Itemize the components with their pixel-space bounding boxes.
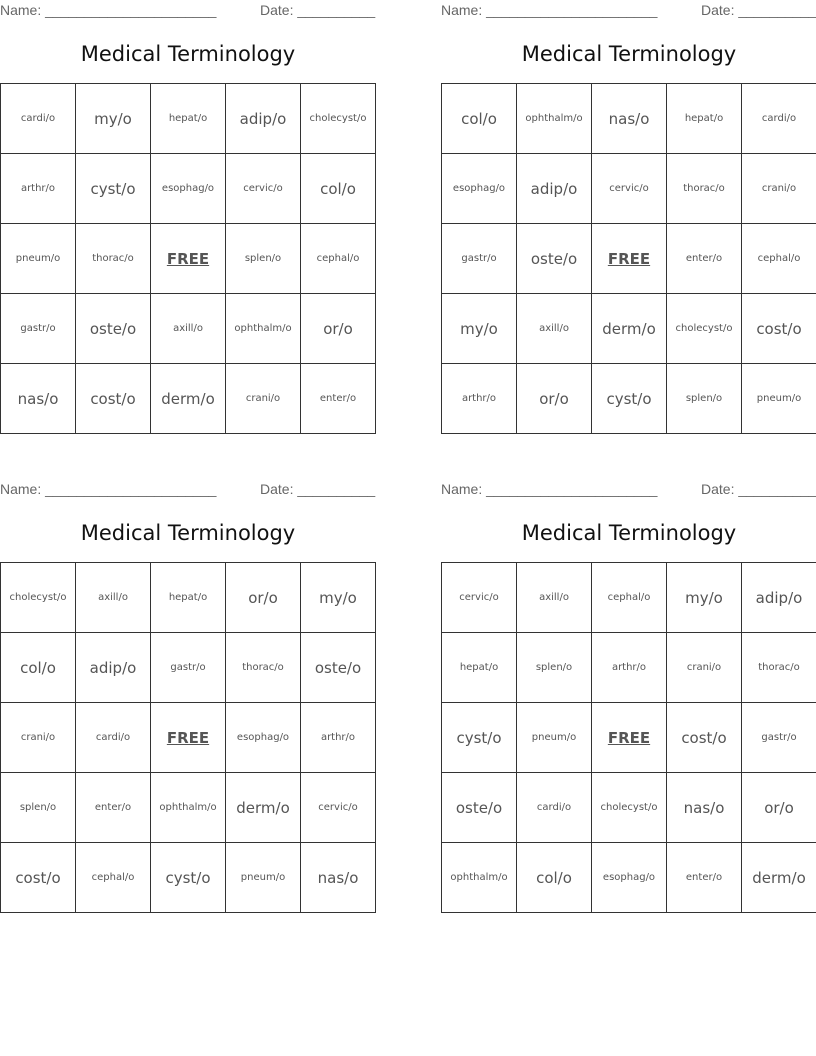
date-field[interactable]: Date: __________ (260, 481, 376, 497)
card-header (441, 0, 816, 22)
grid-cell[interactable]: axill/o (517, 563, 592, 633)
grid-cell[interactable]: cyst/o (592, 364, 667, 434)
grid-cell[interactable]: cost/o (667, 703, 742, 773)
grid-cell[interactable]: enter/o (667, 843, 742, 913)
grid-cell[interactable]: cervic/o (592, 154, 667, 224)
bingo-grid (441, 83, 816, 434)
grid-cell[interactable]: esophag/o (592, 843, 667, 913)
grid-cell[interactable]: gastr/o (442, 224, 517, 294)
grid-cell[interactable]: cephal/o (592, 563, 667, 633)
free-space[interactable]: FREE (151, 224, 226, 294)
grid-row (1, 633, 376, 703)
name-field[interactable]: Name: ______________________ (0, 481, 217, 497)
grid-row (1, 703, 376, 773)
grid-cell[interactable]: ophthalm/o (226, 294, 301, 364)
grid-cell[interactable]: cardi/o (742, 84, 816, 154)
grid-cell[interactable]: cost/o (1, 843, 76, 913)
grid-cell[interactable]: col/o (442, 84, 517, 154)
grid-cell[interactable]: hepat/o (442, 633, 517, 703)
bingo-card (441, 479, 816, 887)
grid-cell[interactable]: thorac/o (76, 224, 151, 294)
grid-cell[interactable]: hepat/o (151, 563, 226, 633)
grid-cell[interactable]: splen/o (667, 364, 742, 434)
card-title: Medical Terminology (80, 42, 296, 66)
grid-cell[interactable]: cardi/o (76, 703, 151, 773)
grid-cell[interactable]: nas/o (592, 84, 667, 154)
date-field[interactable]: Date: __________ (701, 481, 816, 497)
card-title: Medical Terminology (521, 42, 737, 66)
grid-row (442, 843, 816, 913)
grid-cell[interactable]: ophthalm/o (442, 843, 517, 913)
card-title: Medical Terminology (80, 521, 296, 545)
grid-cell[interactable]: col/o (517, 843, 592, 913)
grid-cell[interactable]: cholecyst/o (301, 84, 376, 154)
free-space[interactable]: FREE (592, 703, 667, 773)
grid-cell[interactable]: splen/o (1, 773, 76, 843)
grid-row (1, 154, 376, 224)
grid-cell[interactable]: hepat/o (667, 84, 742, 154)
grid-cell[interactable]: axill/o (151, 294, 226, 364)
card-header (441, 479, 816, 501)
grid-cell[interactable]: arthr/o (301, 703, 376, 773)
grid-row (442, 703, 816, 773)
grid-cell[interactable]: enter/o (76, 773, 151, 843)
grid-cell[interactable]: oste/o (517, 224, 592, 294)
grid-cell[interactable]: cyst/o (442, 703, 517, 773)
card-title: Medical Terminology (521, 521, 737, 545)
grid-cell[interactable]: pneum/o (226, 843, 301, 913)
grid-cell[interactable]: cephal/o (742, 224, 816, 294)
grid-cell[interactable]: oste/o (442, 773, 517, 843)
free-space[interactable]: FREE (592, 224, 667, 294)
grid-row (1, 773, 376, 843)
grid-cell[interactable]: cost/o (742, 294, 816, 364)
grid-cell[interactable]: pneum/o (742, 364, 816, 434)
grid-cell[interactable]: crani/o (226, 364, 301, 434)
grid-cell[interactable]: thorac/o (226, 633, 301, 703)
grid-cell[interactable]: my/o (76, 84, 151, 154)
grid-cell[interactable]: my/o (667, 563, 742, 633)
grid-cell[interactable]: or/o (301, 294, 376, 364)
grid-cell[interactable]: cervic/o (442, 563, 517, 633)
grid-cell[interactable]: my/o (442, 294, 517, 364)
grid-cell[interactable]: axill/o (76, 563, 151, 633)
grid-cell[interactable]: gastr/o (742, 703, 816, 773)
grid-cell[interactable]: derm/o (592, 294, 667, 364)
grid-cell[interactable]: crani/o (667, 633, 742, 703)
grid-cell[interactable]: ophthalm/o (517, 84, 592, 154)
grid-cell[interactable]: or/o (742, 773, 816, 843)
grid-cell[interactable]: oste/o (301, 633, 376, 703)
grid-cell[interactable]: cholecyst/o (667, 294, 742, 364)
grid-cell[interactable]: derm/o (742, 843, 816, 913)
grid-cell[interactable]: derm/o (226, 773, 301, 843)
grid-cell[interactable]: cephal/o (76, 843, 151, 913)
grid-row (442, 364, 816, 434)
grid-cell[interactable]: axill/o (517, 294, 592, 364)
grid-cell[interactable]: nas/o (1, 364, 76, 434)
grid-cell[interactable]: gastr/o (1, 294, 76, 364)
grid-cell[interactable]: adip/o (226, 84, 301, 154)
grid-row (442, 154, 816, 224)
bingo-grid (0, 83, 376, 434)
grid-cell[interactable]: adip/o (742, 563, 816, 633)
grid-cell[interactable]: cardi/o (517, 773, 592, 843)
grid-row (1, 84, 376, 154)
bingo-card (0, 0, 376, 408)
date-field[interactable]: Date: __________ (701, 2, 816, 18)
card-header (0, 479, 376, 501)
name-field[interactable]: Name: ______________________ (441, 2, 658, 18)
grid-cell[interactable]: arthr/o (592, 633, 667, 703)
grid-cell[interactable]: adip/o (517, 154, 592, 224)
grid-cell[interactable]: oste/o (76, 294, 151, 364)
grid-row (442, 563, 816, 633)
grid-cell[interactable]: ophthalm/o (151, 773, 226, 843)
grid-cell[interactable]: or/o (226, 563, 301, 633)
grid-cell[interactable]: splen/o (226, 224, 301, 294)
grid-row (442, 633, 816, 703)
grid-cell[interactable]: arthr/o (1, 154, 76, 224)
bingo-card (441, 0, 816, 408)
grid-row (442, 773, 816, 843)
grid-cell[interactable]: cholecyst/o (592, 773, 667, 843)
grid-cell[interactable]: enter/o (667, 224, 742, 294)
grid-cell[interactable]: col/o (301, 154, 376, 224)
grid-cell[interactable]: crani/o (1, 703, 76, 773)
grid-cell[interactable]: derm/o (151, 364, 226, 434)
grid-cell[interactable]: col/o (1, 633, 76, 703)
grid-row (1, 224, 376, 294)
grid-cell[interactable]: cervic/o (226, 154, 301, 224)
grid-cell[interactable]: enter/o (301, 364, 376, 434)
bingo-card (0, 479, 376, 887)
bingo-grid (0, 562, 376, 913)
grid-cell[interactable]: esophag/o (226, 703, 301, 773)
grid-cell[interactable]: nas/o (667, 773, 742, 843)
grid-cell[interactable]: esophag/o (442, 154, 517, 224)
card-header (0, 0, 376, 22)
grid-row (442, 224, 816, 294)
grid-row (442, 84, 816, 154)
grid-cell[interactable]: cephal/o (301, 224, 376, 294)
grid-cell[interactable]: arthr/o (442, 364, 517, 434)
grid-cell[interactable]: cyst/o (151, 843, 226, 913)
grid-cell[interactable]: cholecyst/o (1, 563, 76, 633)
name-field[interactable]: Name: ______________________ (0, 2, 217, 18)
grid-cell[interactable]: crani/o (742, 154, 816, 224)
grid-cell[interactable]: esophag/o (151, 154, 226, 224)
free-space[interactable]: FREE (151, 703, 226, 773)
grid-cell[interactable]: splen/o (517, 633, 592, 703)
name-field[interactable]: Name: ______________________ (441, 481, 658, 497)
grid-row (1, 294, 376, 364)
grid-cell[interactable]: nas/o (301, 843, 376, 913)
grid-cell[interactable]: adip/o (76, 633, 151, 703)
grid-cell[interactable]: or/o (517, 364, 592, 434)
grid-cell[interactable]: cardi/o (1, 84, 76, 154)
grid-cell[interactable]: pneum/o (1, 224, 76, 294)
grid-row (442, 294, 816, 364)
grid-row (1, 843, 376, 913)
date-field[interactable]: Date: __________ (260, 2, 376, 18)
grid-cell[interactable]: cost/o (76, 364, 151, 434)
grid-cell[interactable]: hepat/o (151, 84, 226, 154)
grid-row (1, 563, 376, 633)
grid-cell[interactable]: thorac/o (742, 633, 816, 703)
grid-cell[interactable]: my/o (301, 563, 376, 633)
grid-cell[interactable]: pneum/o (517, 703, 592, 773)
grid-cell[interactable]: cyst/o (76, 154, 151, 224)
grid-cell[interactable]: cervic/o (301, 773, 376, 843)
grid-cell[interactable]: thorac/o (667, 154, 742, 224)
grid-row (1, 364, 376, 434)
bingo-grid (441, 562, 816, 913)
grid-cell[interactable]: gastr/o (151, 633, 226, 703)
